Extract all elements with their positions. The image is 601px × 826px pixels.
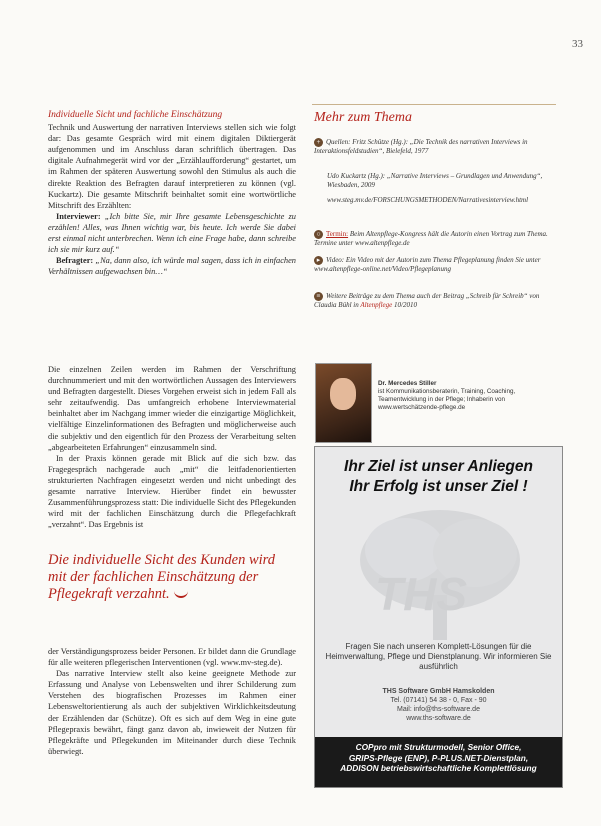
sidebar-link[interactable]: www.steg.mv.de/FORSCHUNGSMETHODEN/Narrativesinterview.html xyxy=(327,196,529,204)
article-column-mid xyxy=(48,364,296,530)
sidebar-item-sources: + Quellen: Fritz Schütze (Hg.): „Die Technik des narrativen Interviews in Interaktionsfeldstudien“, Bielefeld, 1977 xyxy=(314,138,528,155)
ad-foot-line3: ADDISON betriebswirtschaftliche Komplettlösung xyxy=(340,763,537,773)
ad-logo: THS xyxy=(375,568,467,620)
author-face xyxy=(330,378,356,410)
author-bio xyxy=(378,380,558,412)
article-column-bottom xyxy=(48,646,296,757)
ad-title-line1: Ihr Ziel ist unser Anliegen xyxy=(344,458,533,475)
ad-web[interactable]: www.ths-software.de xyxy=(406,715,471,722)
sidebar-heading: Mehr zum Thema xyxy=(314,110,412,125)
interview-reply xyxy=(48,255,296,277)
article-column-top xyxy=(48,110,296,277)
subheading: Individuelle Sicht und fachliche Einschätzung xyxy=(48,110,223,120)
paragraph: der Verständigungsprozess beider Personen. Er bildet dann die Grundlage für alle weiteren pflegerischen Interventionen (vgl. www.mv-steg.de). xyxy=(48,647,296,668)
ad-body: Fragen Sie nach unseren Komplett-Lösungen für die Heimverwaltung, Pflege und Dienstplanung. Wir informieren Sie ausführlich xyxy=(325,642,552,671)
interviewer-text: „Ich bitte Sie, mir Ihre gesamte Lebensgeschichte zu erzählen! Alles, was Ihnen wichtig war, bis heute. Ich werde Sie dabei erst einmal nicht unterbrechen. Wenn ich eine Frage habe, dann schreibe ich sie mir kurz auf.“ xyxy=(48,211,296,255)
page-number: 33 xyxy=(572,38,583,50)
sidebar-item-source2: Udo Kuckartz (Hg.): „Narrative Interviews – Grundlagen und Anwendung“, Wiesbaden, 2009 xyxy=(327,172,543,189)
sidebar-item-video: ▸ Video: Ein Video mit der Autorin zum Thema Pflegeplanung finden Sie unter www.altenpflege-online.net/Video/Pflegeplanung xyxy=(314,256,541,273)
ad-company: THS Software GmbH Hamskolden xyxy=(382,688,495,695)
ad-contact xyxy=(325,687,552,723)
paragraph: Das narrative Interview stellt also keine geeignete Methode zur Erfassung und Analyse von Lebenswelten und ihrer Schilderung zum Verstehen des biografischen Prozesses im Rahmen einer Lebensweltorientierung als auch der subjektiven Wirklichkeitsdeutung der Erzählenden dar (Schütze). Oft es sich auf dem Weg in eine gute Pflegepraxis bewährt, fängt ganz davon ab, inwieweit der Nutzen für Pflegekräfte und Pflegekunden im Miteinander durch diese Technik überwiegt. xyxy=(48,669,296,756)
interview-excerpt xyxy=(48,211,296,255)
ad-foot-line1: COPpro mit Strukturmodell, Senior Office, xyxy=(355,742,522,752)
calendar-icon: ○ xyxy=(314,230,323,239)
ornament-icon xyxy=(174,590,188,598)
video-icon: ▸ xyxy=(314,256,323,265)
paragraph: In der Praxis können gerade mit Blick auf die sich bzw. das Fragegespräch nachgerade auch „mit“ die leitfadenorientierten strukturierten Nachfragen eingesetzt werden und nicht unbedingt des gesamte narrative Interview. Hierüber findet ein bewusster Zusammenführungsprozess statt: Die individuelle Sicht des Pflegekunden wird mit der fachlichen Einschätzung durch die Pflegefachkraft „verzahnt“. Das Ergebnis ist xyxy=(48,453,296,530)
author-description: ist Kommunikationsberaterin, Training, Coaching, Teamentwicklung in der Pflege; Inhaberin von www.wertschätzende-pflege.de xyxy=(378,388,516,411)
advertisement[interactable] xyxy=(314,446,563,788)
ad-phone: Tel. (07141) 54 38 - 0, Fax - 90 xyxy=(390,697,487,704)
sidebar-item-more: ≡ Weitere Beiträge zu dem Thema auch der Beitrag „Schreib für Schreib“ von Claudia Bühl in Altenpflege 10/2010 xyxy=(314,292,540,309)
paragraph: Technik und Auswertung der narrativen Interviews stellen sich wie folgt dar: Das gesamte Gespräch wird mit einem digitalen Diktiergerät aufgenommen und im Anschluss daran schriftlich übertragen. Das digitale Aufnahmegerät wird vor der „Erzählaufforderung“ gestartet, um im Rahmen der späteren Auswertung sowohl den Stimulus als auch die direkte Reaktion des Befragten darauf interpretieren zu können (vgl. Kuckartz). Die gesamte Mitschrift beinhaltet somit eine wortwörtliche Mitschrift des Erzählten: xyxy=(48,123,296,210)
befragter-text: „Na, dann also, ich würde mal sagen, dass ich in einfachen Verhältnissen aufgewachsen bin…“ xyxy=(48,256,296,277)
paragraph: Die einzelnen Zeilen werden im Rahmen der Verschriftung durchnummeriert und mit den wortwörtlichen Aussagen des Interviewers und Befragten dargestellt. Dieses Vorgehen erweist sich in jedem Fall als sehr zeitaufwendig. Das umfangreich erhobene Interviewmaterial beinhaltet aber im Nachgang immer wieder die einzigartige Möglichkeit, vielfältige Einzelinformationen des Befragten und möglicherweise auch die subjektiv und den eigentlich für den Prozess der Verarbeitung selten „abgearbeiteten Erfahrungen“ einzusammeln sind. xyxy=(48,365,296,452)
ad-title-line2: Ihr Erfolg ist unser Ziel ! xyxy=(349,478,528,495)
ad-foot-line2: GRIPS-Pflege (ENP), P-PLUS.NET-Dienstplan, xyxy=(348,752,529,763)
document-icon: ≡ xyxy=(314,292,323,301)
pull-quote: Die individuelle Sicht des Kunden wird mit der fachlichen Einschätzung der Pflegekraft verzahnt. xyxy=(48,552,275,602)
ad-mail[interactable]: Mail: info@ths-software.de xyxy=(397,706,480,713)
ad-footer xyxy=(315,737,562,787)
interviewer-label: Interviewer: xyxy=(56,211,101,221)
termin-label: Termin: xyxy=(326,230,349,238)
author-name: Dr. Mercedes Stiller xyxy=(378,380,437,387)
book-icon: + xyxy=(314,138,323,147)
befragter-label: Befragter: xyxy=(56,256,94,266)
magazine-name: Altenpflege xyxy=(360,301,393,309)
divider xyxy=(312,104,556,105)
sidebar-item-termin: ○ Termin: Beim Altenpflege-Kongress hält die Autorin einen Vortrag zum Thema. Termine unter www.altenpflege.de xyxy=(314,230,548,247)
